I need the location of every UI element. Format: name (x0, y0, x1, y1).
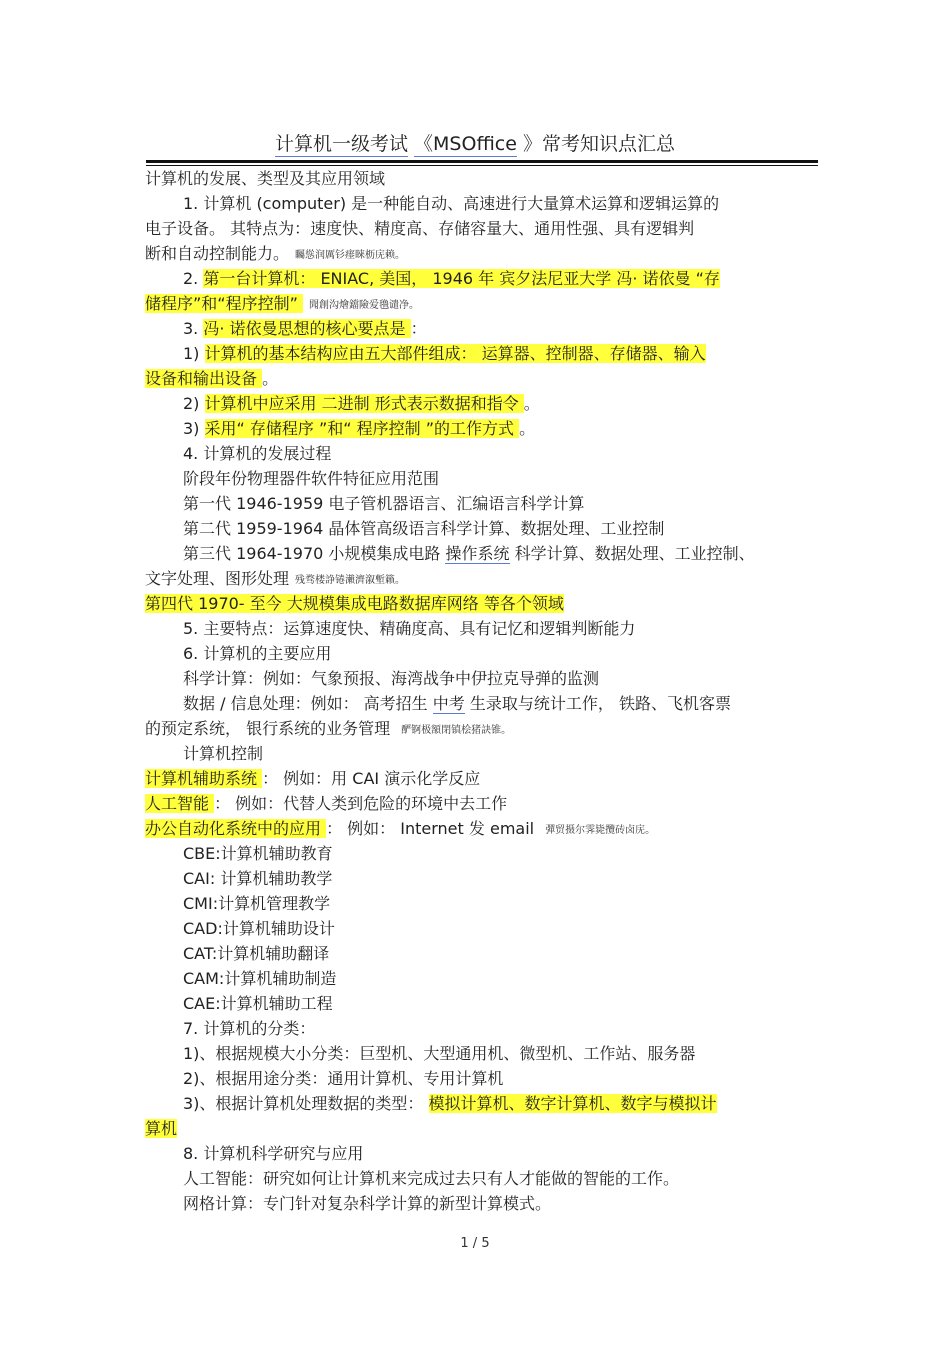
highlighted-text: 第一台计算机： ENIAC, 美国， 1946 年 宾夕法尼亚大学 冯· 诺依曼 “存 (203, 269, 720, 288)
text-line (183, 743, 263, 765)
text-segment: 第二代 1959-1964 晶体管高级语言科学计算、数据处理、工业控制 (183, 519, 665, 538)
text-line (183, 843, 333, 865)
text-segment: 3)、根据计算机处理数据的类型： (183, 1094, 429, 1113)
highlighted-text: 储程序”和“程序控制” (145, 294, 303, 313)
text-line (183, 193, 719, 215)
document-title (0, 131, 950, 157)
text-segment: 计算机控制 (183, 744, 264, 763)
text-line (183, 868, 332, 890)
text-segment: CAI: 计算机辅助教学 (183, 869, 333, 888)
text-segment: 中考 (432, 694, 465, 713)
highlighted-text: 计算机的基本结构应由五大部件组成： 运算器、控制器、存储器、输入 (204, 344, 706, 363)
text-line (183, 893, 330, 915)
title-part-2: 《MSOffice (414, 133, 517, 155)
text-line (183, 393, 540, 415)
text-line (183, 418, 535, 440)
text-segment: 数据 / 信息处理：例如： 高考招生 (183, 694, 433, 713)
title-part-1: 计算机一级考试 (274, 133, 408, 155)
text-segment: ： 例如：代替人类到危险的环境中去工作 (214, 794, 508, 813)
text-segment: 4. 计算机的发展过程 (183, 444, 332, 463)
text-line (183, 968, 336, 990)
text-segment: 。 (262, 369, 279, 388)
text-line (183, 268, 720, 290)
text-segment: 断和自动控制能力。 (145, 244, 290, 263)
watermark-note: 矚慫润厲钐瘗睞枥庑赖。 (295, 250, 406, 261)
text-line (145, 243, 405, 265)
text-line (183, 918, 335, 940)
text-line (145, 793, 507, 815)
title-rule-thin (146, 165, 818, 166)
text-segment: 3) (183, 419, 205, 438)
text-line (145, 568, 405, 590)
text-segment: 网格计算：专门针对复杂科学计算的新型计算模式。 (183, 1194, 552, 1213)
text-line (183, 543, 755, 565)
text-segment: CMI:计算机管理教学 (183, 894, 331, 913)
text-segment: 。 (523, 394, 540, 413)
text-segment: 科学计算：例如：气象预报、海湾战争中伊拉克导弹的监测 (183, 669, 600, 688)
text-segment: 8. 计算机科学研究与应用 (183, 1144, 364, 1163)
text-line (183, 1168, 679, 1190)
title-rule-thick (146, 160, 818, 163)
text-segment: 1) (183, 344, 205, 363)
text-line (183, 668, 599, 690)
highlighted-text: 采用“ 存储程序 ”和“ 程序控制 ”的工作方式 (204, 419, 520, 438)
text-line (183, 993, 333, 1015)
text-segment: 第一代 1946-1959 电子管机器语言、汇编语言科学计算 (183, 494, 585, 513)
text-segment: 第三代 1964-1970 小规模集成电路 (183, 544, 446, 563)
text-segment: 操作系统 (445, 544, 510, 563)
text-segment: 阶段年份物理器件软件特征应用范围 (183, 469, 440, 488)
text-segment: 的预定系统， 银行系统的业务管理 (145, 719, 396, 738)
text-line (183, 468, 439, 490)
text-segment: 2)、根据用途分类：通用计算机、专用计算机 (183, 1069, 504, 1088)
text-segment: 生录取与统计工作， 铁路、飞机客票 (464, 694, 731, 713)
text-segment: 7. 计算机的分类： (183, 1019, 316, 1038)
text-line (183, 343, 706, 365)
text-segment: ： (410, 319, 427, 338)
text-segment: CAT:计算机辅助翻译 (183, 944, 330, 963)
text-line (183, 1068, 503, 1090)
text-segment: 2) (183, 394, 205, 413)
text-segment: CAE:计算机辅助工程 (183, 994, 333, 1013)
highlighted-text: 人工智能 (145, 794, 215, 813)
text-line (183, 518, 664, 540)
highlighted-text: 计算机辅助系统 (145, 769, 263, 788)
text-line (183, 1193, 551, 1215)
text-segment: CAM:计算机辅助制造 (183, 969, 337, 988)
watermark-note: 彈贸摄尔霁毙攬砖卤庑。 (545, 825, 656, 836)
highlighted-text: 计算机中应采用 二进制 形式表示数据和指令 (204, 394, 524, 413)
text-segment: 2. (183, 269, 204, 288)
text-line (183, 318, 427, 340)
text-segment: 6. 计算机的主要应用 (183, 644, 332, 663)
highlighted-text: 模拟计算机、数字计算机、数字与模拟计 (428, 1094, 717, 1113)
text-line (183, 1043, 695, 1065)
text-line (183, 1018, 315, 1040)
highlighted-text: 第四代 1970- 至今 大规模集成电路数据库网络 等各个领域 (145, 594, 564, 613)
text-segment: 3. (183, 319, 204, 338)
text-segment: 1. 计算机 (computer) 是一种能自动、高速进行大量算术运算和逻辑运算的 (183, 194, 720, 213)
text-line (183, 618, 635, 640)
text-segment: 人工智能：研究如何让计算机来完成过去只有人才能做的智能的工作。 (183, 1169, 680, 1188)
watermark-note: 聞創沟燴鐺險爱氇谴净。 (308, 300, 419, 311)
highlighted-text: 设备和输出设备 (145, 369, 263, 388)
text-line (183, 693, 731, 715)
text-line (183, 943, 329, 965)
text-segment: 1)、根据规模大小分类：巨型机、大型通用机、微型机、工作站、服务器 (183, 1044, 696, 1063)
highlighted-text: 办公自动化系统中的应用 (145, 819, 327, 838)
highlighted-text: 冯· 诺依曼思想的核心要点是 (203, 319, 411, 338)
text-segment: CAD:计算机辅助设计 (183, 919, 335, 938)
text-segment: 文字处理、图形处理 (145, 569, 290, 588)
text-line (145, 1118, 177, 1140)
text-line (183, 643, 331, 665)
text-line (145, 168, 385, 190)
watermark-note: 残骛楼諍锩瀨濟溆塹籟。 (295, 575, 406, 586)
text-line (145, 293, 419, 315)
text-line (183, 493, 584, 515)
text-segment: CBE:计算机辅助教育 (183, 844, 333, 863)
page-number: 1 / 5 (460, 1236, 490, 1251)
text-segment: ： 例如： Internet 发 email (326, 819, 540, 838)
text-line (145, 718, 511, 740)
text-line (145, 818, 655, 840)
text-segment: 电子设备。 其特点为：速度快、精度高、存储容量大、通用性强、具有逻辑判 (145, 219, 695, 238)
text-segment: 。 (519, 419, 536, 438)
highlighted-text: 算机 (145, 1119, 178, 1138)
text-line (145, 768, 480, 790)
text-line (145, 368, 278, 390)
text-segment: 科学计算、数据处理、工业控制、 (509, 544, 755, 563)
text-line (183, 1093, 717, 1115)
text-line (183, 443, 331, 465)
text-segment: ： 例如：用 CAI 演示化学反应 (262, 769, 481, 788)
text-line (183, 1143, 363, 1165)
text-line (145, 593, 564, 615)
text-line (145, 218, 694, 240)
text-segment: 5. 主要特点：运算速度快、精确度高、具有记忆和逻辑判断能力 (183, 619, 636, 638)
text-segment: 计算机的发展、类型及其应用领域 (145, 169, 386, 188)
title-part-3: 》常考知识点汇总 (523, 133, 676, 155)
watermark-note: 酽锕极額閉镇桧猪訣锥。 (401, 725, 512, 736)
